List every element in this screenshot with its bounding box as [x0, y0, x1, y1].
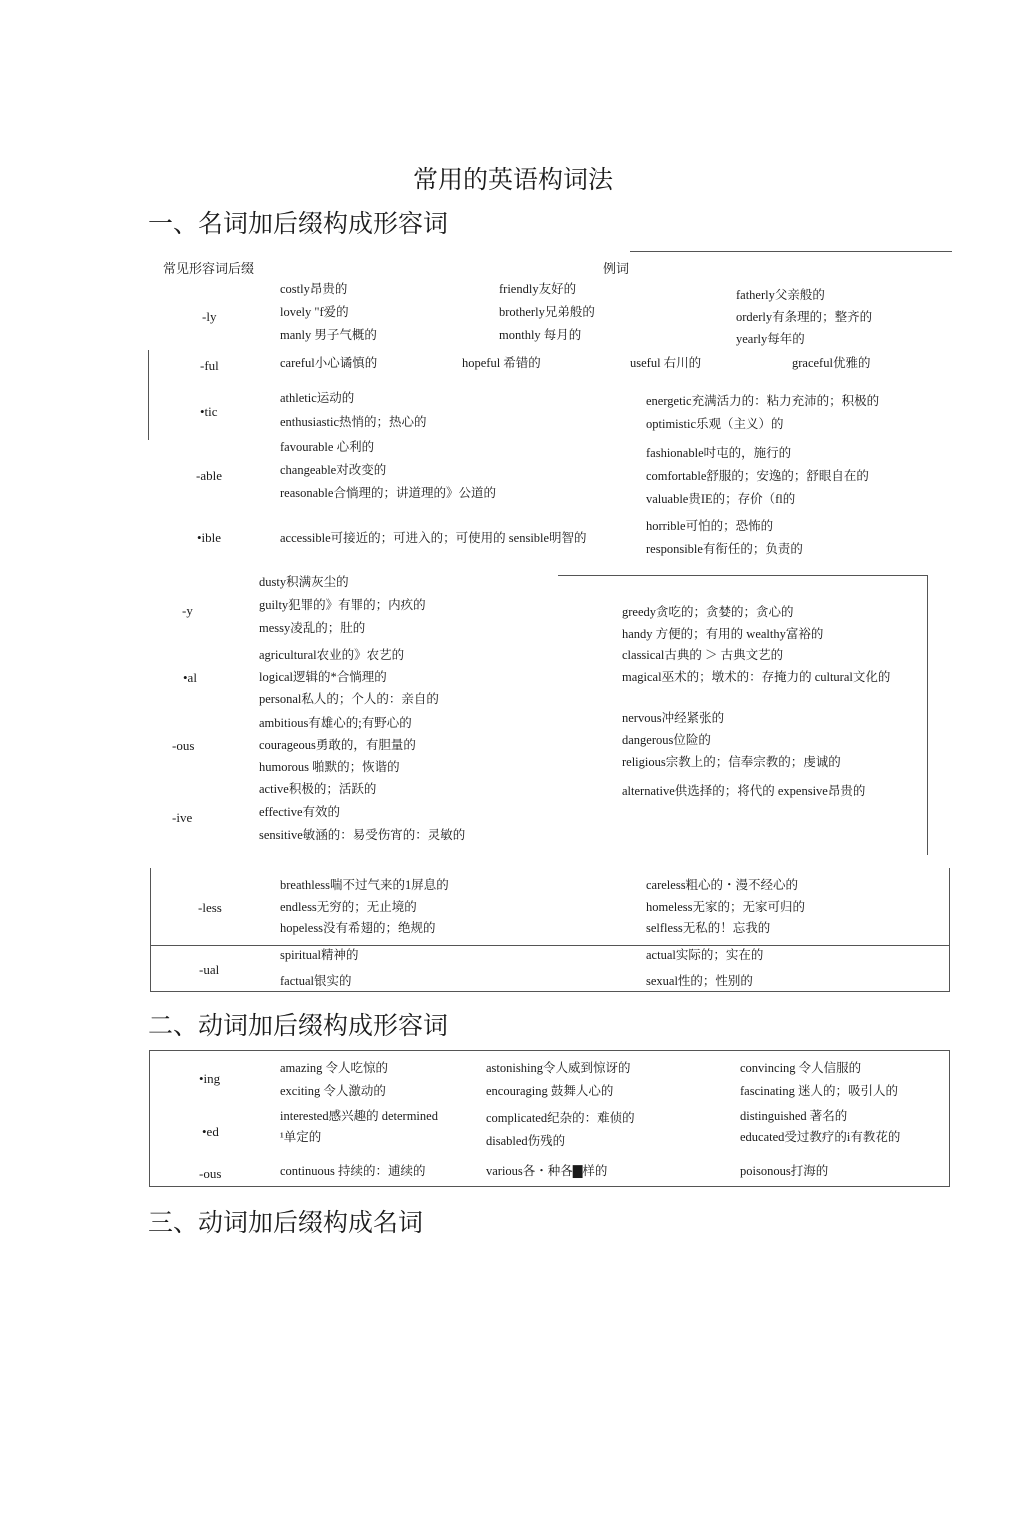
- table-rule: [148, 350, 149, 440]
- example-word: classical古典的 ＞ 古典文艺的 magical巫术的；墩术的：存掩力的 cultural文化的: [622, 648, 891, 684]
- table-rule: [150, 945, 950, 946]
- example-word: active积极的；活跃的 effective有效的 sensitive敏涵的：易受伤宵的：灵敏的: [259, 782, 466, 842]
- example-word: fashionable吋屯的，施行的 comfortable舒服的；安逸的；舒眼自在的 valuable贵IE的；存价（fl的: [646, 446, 869, 506]
- example-word: spiritual精神的 factual银实的: [280, 948, 359, 988]
- example-word: useful 右川的: [630, 356, 702, 370]
- suffix-ual: -ual: [199, 962, 220, 977]
- suffix-ful: -ful: [200, 358, 219, 373]
- table-rule: [949, 868, 950, 992]
- table-rule: [927, 575, 928, 855]
- table-header-suffix: 常见形容词后缀: [163, 262, 255, 277]
- example-word: astonishing令人威到惊讶的 encouraging 鼓舞人心的: [486, 1061, 631, 1098]
- example-word: costly昂贵的 lovely "f爱的 manly 男子气概的: [280, 282, 377, 342]
- suffix-y: -y: [182, 603, 193, 618]
- example-word: continuous 持续的：逋续的: [280, 1164, 426, 1178]
- table-rule: [150, 991, 950, 992]
- page-title: 常用的英语构词法: [413, 165, 614, 194]
- suffix-ous: -ous: [172, 738, 195, 753]
- example-word: various各・种各▇样的: [486, 1164, 608, 1178]
- example-word: ambitious有雄心的;有野心的 courageous勇敢的，有胆量的 humorous 啪默的；恢谐的: [259, 716, 416, 774]
- example-word: accessible可接近的；可进入的；可使用的 sensible明智的: [280, 531, 587, 545]
- example-word: athletic运动的 enthusiastic热悄的；热心的: [280, 391, 427, 429]
- suffix-able: -able: [196, 468, 222, 483]
- section-heading-1: 一、名词加后缀构成形容词: [148, 209, 449, 238]
- suffix-ous-verb: -ous: [199, 1166, 222, 1181]
- example-word: distinguished 著名的 educated受过教疗的i有教花的: [740, 1109, 901, 1144]
- example-word: breathless喘不过气来的1屏息的 endless无穷的；无止境的 hopeless没有希翅的；绝规的: [280, 878, 449, 935]
- suffix-al: •al: [183, 670, 197, 685]
- example-word: careful小心谲慎的: [280, 356, 378, 370]
- suffix-ed: •ed: [202, 1124, 219, 1139]
- example-word: amazing 令人吃惊的 exciting 令人激动的: [280, 1061, 388, 1098]
- table-rule: [630, 251, 952, 252]
- section-heading-3: 三、动词加后缀构成名词: [148, 1208, 424, 1237]
- suffix-ive: -ive: [172, 810, 193, 825]
- example-word: horrible可怕的；恐怖的 responsible有衔任的；负责的: [646, 519, 803, 556]
- example-word: alternative供选择的；将代的 expensive昂贵的: [622, 784, 866, 798]
- section-heading-2: 二、动词加后缀构成形容词: [148, 1011, 449, 1040]
- example-word: favourable 心利的 changeable对改变的 reasonable合惝理的；讲道理的》公道的: [280, 440, 496, 500]
- table-header-examples: 例词: [603, 262, 630, 277]
- table-rule: [558, 575, 928, 576]
- example-word: friendly友好的 brotherly兄弟般的 monthly 每月的: [499, 282, 595, 342]
- example-word: energetic充满活力的：粘力充沛的；积极的 optimistic乐观（主义）的: [646, 394, 880, 431]
- example-word: agricultural农业的》农艺的 logical逻辑的*合惝理的 personal私人的；个人的：亲自的: [259, 648, 439, 706]
- example-word: actual实际的；实在的 sexual性的；性别的: [646, 948, 764, 988]
- suffix-ly: -ly: [202, 309, 217, 324]
- example-word: dusty积满灰尘的 guilty犯罪的》有罪的；内疚的 messy凌乱的；肚的: [259, 575, 426, 635]
- example-word: fatherly父亲般的 orderly有条理的；整齐的 yearly每年的: [736, 288, 873, 346]
- example-word: careless粗心的・漫不经心的 homeless无家的；无家可归的 selfless无私的！忘我的: [646, 878, 806, 935]
- table-rule: [150, 868, 151, 992]
- suffix-ible: •ible: [197, 530, 222, 545]
- example-word: interested感兴趣的 determined ¹单定的: [280, 1109, 438, 1144]
- suffix-less: -less: [198, 900, 222, 915]
- example-word: nervous冲经紧张的 dangerous位险的 religious宗教上的；信奉宗教的；虔诚的: [622, 711, 841, 769]
- example-word: convincing 令人信服的 fascinating 迷人的；吸引人的: [740, 1061, 898, 1098]
- example-word: greedy贪吃的；贪婪的；贪心的 handy 方便的；有用的 wealthy富裕的: [622, 605, 824, 641]
- example-word: graceful优雅的: [792, 356, 871, 370]
- suffix-ing: •ing: [199, 1071, 221, 1086]
- example-word: poisonous打海的: [740, 1164, 829, 1178]
- example-word: complicated纪杂的：难侦的 disabled伤残的: [486, 1111, 635, 1148]
- example-word: hopeful 希错的: [462, 356, 541, 370]
- suffix-tic: •tic: [200, 404, 218, 419]
